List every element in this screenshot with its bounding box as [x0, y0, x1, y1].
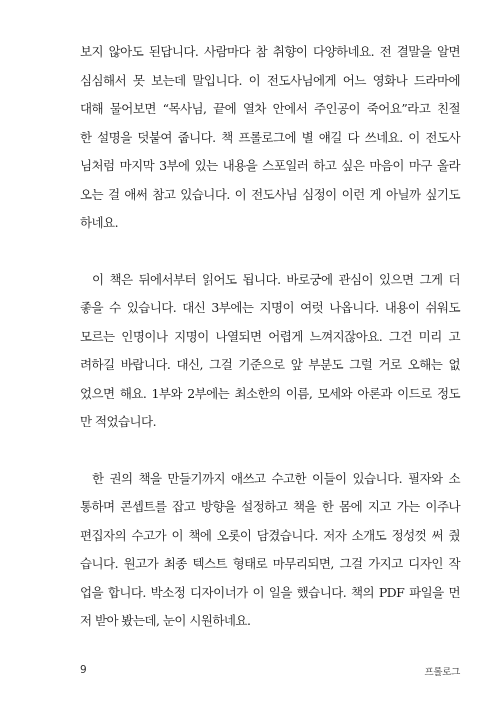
running-head: 프롤로그: [424, 667, 460, 678]
paragraph-1: [80, 38, 460, 238]
paragraph-2: [80, 266, 460, 437]
text-line: 습니다. 원고가 최종 텍스트 형태로 마무리되면, 그걸 가지고 디자인 작: [80, 556, 460, 571]
text-line: 오는 걸 애써 참고 있습니다. 이 전도사님 심정이 이런 게 아닐까 싶기도: [80, 186, 460, 202]
text-line: 한 설명을 덧붙여 줍니다. 책 프롤로그에 별 얘길 다 쓰네요. 이 전도사: [80, 129, 460, 145]
text-line: 편집자의 수고가 이 책에 오롯이 담겼습니다. 저자 소개도 정성껏 써 줬: [80, 527, 460, 543]
text-line: 보지 않아도 된답니다. 사람마다 참 취향이 다양하네요. 전 결말을 알면: [80, 44, 460, 59]
text-line: 업을 합니다. 박소정 디자이너가 이 일을 했습니다. 책의 PDF 파일을 먼: [80, 584, 460, 600]
page-number: 9: [80, 664, 87, 676]
text-line: 통하며 콘셉트를 잡고 방향을 설정하고 책을 한 몸에 지고 가는 이주나: [80, 499, 460, 514]
text-line: 려하길 바랍니다. 대신, 그걸 기준으로 앞 부분도 그럴 거로 오해는 없: [80, 357, 460, 372]
paragraph-3: [80, 465, 460, 636]
text-line: 심심해서 못 보는데 말입니다. 이 전도사님에게 어느 영화나 드라마에: [80, 72, 460, 88]
text-line: 이 책은 뒤에서부터 읽어도 됩니다. 바로궁에 관심이 있으면 그게 더: [92, 271, 460, 287]
text-line: 모르는 인명이나 지명이 나열되면 어렵게 느껴지잖아요. 그건 미리 고: [80, 328, 460, 344]
paragraph-spacer: [80, 437, 460, 465]
text-line: 었으면 해요. 1부와 2부에는 최소한의 이름, 모세와 아론과 이드로 정도: [80, 385, 460, 401]
text-line: 한 권의 책을 만들기까지 애쓰고 수고한 이들이 있습니다. 필자와 소: [92, 470, 460, 486]
paragraph-spacer: [80, 238, 460, 266]
text-line: 좋을 수 있습니다. 대신 3부에는 지명이 여럿 나옵니다. 내용이 쉬워도: [80, 300, 460, 315]
text-line: 하네요.: [80, 215, 118, 230]
text-line: 만 적었습니다.: [80, 414, 156, 429]
body-text: [80, 38, 460, 636]
text-line: 님처럼 마지막 3부에 있는 내용을 스포일러 하고 싶은 마음이 마구 올라: [80, 158, 460, 173]
page-footer: [80, 664, 460, 680]
text-line: 저 받아 봤는데, 눈이 시원하네요.: [80, 613, 251, 628]
text-line: 대해 물어보면 “목사님, 끝에 열차 안에서 주인공이 죽어요”라고 친절: [80, 101, 460, 116]
